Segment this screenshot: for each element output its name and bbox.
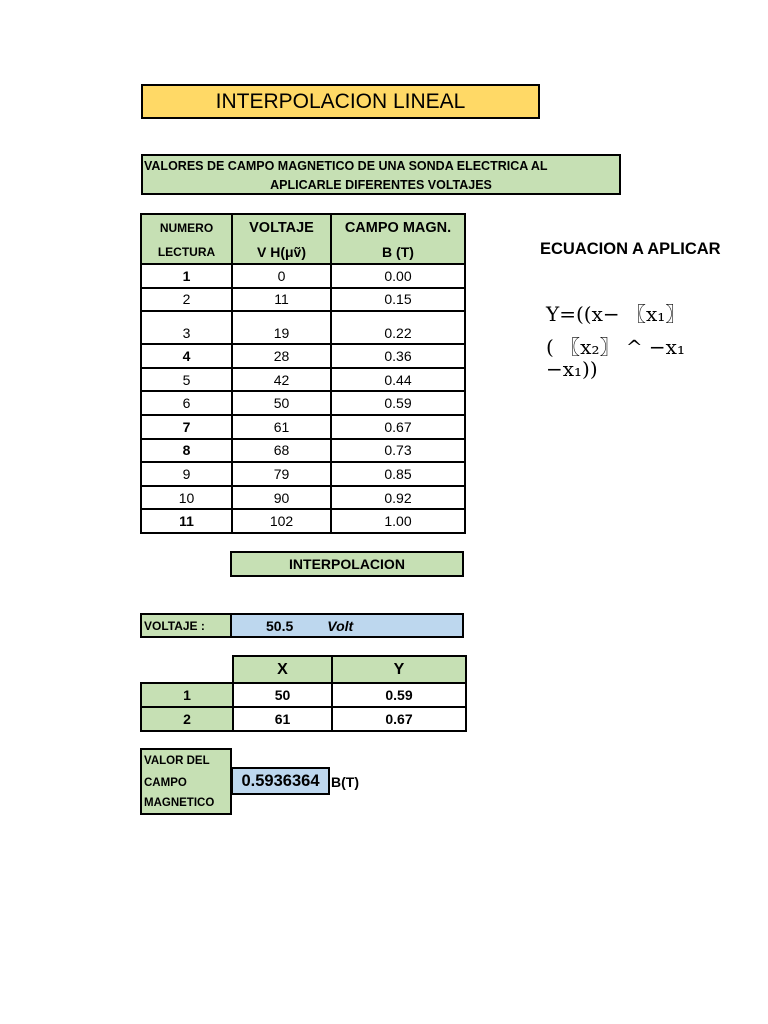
voltage-input-cell[interactable] — [230, 613, 464, 638]
reading-number: 8 — [141, 439, 232, 463]
field-label-line-1: VALOR DEL — [144, 755, 210, 767]
voltage-cell: 68 — [232, 439, 331, 463]
reading-number: 5 — [141, 368, 232, 392]
table-row — [141, 368, 465, 392]
table-row — [141, 707, 466, 731]
reading-number: 3 — [141, 311, 232, 344]
field-cell: 0.85 — [331, 462, 465, 486]
field-cell: 0.44 — [331, 368, 465, 392]
table-header-row — [141, 656, 466, 683]
header-voltaje: VOLTAJE — [232, 214, 331, 240]
equation-area — [540, 0, 768, 1024]
field-label-line-3: MAGNETICO — [144, 797, 215, 809]
sheet-title: INTERPOLACION LINEAL — [141, 84, 540, 119]
description-line-1: VALORES DE CAMPO MAGNETICO DE UNA SONDA ELECTRICA AL — [144, 159, 548, 173]
point-index: 1 — [141, 683, 233, 707]
reading-number: 6 — [141, 391, 232, 415]
header-lectura: LECTURA — [141, 240, 232, 264]
voltage-label: VOLTAJE : — [140, 613, 232, 638]
voltage-cell: 50 — [232, 391, 331, 415]
interpolation-points-table — [140, 655, 467, 732]
equation-line-3: −x₁)) — [546, 357, 598, 381]
field-result-label — [140, 748, 232, 815]
table-row — [141, 462, 465, 486]
table-row — [141, 344, 465, 368]
description-line-2: APLICARLE DIFERENTES VOLTAJES — [270, 178, 492, 192]
voltage-unit: Volt — [327, 617, 354, 634]
voltage-cell: 19 — [232, 311, 331, 344]
field-cell: 0.00 — [331, 264, 465, 288]
table-row — [141, 486, 465, 510]
table-row — [141, 439, 465, 463]
field-cell: 0.15 — [331, 288, 465, 312]
field-cell: 0.73 — [331, 439, 465, 463]
voltage-value: 50.5 — [266, 617, 294, 634]
point-index: 2 — [141, 707, 233, 731]
header-field-unit: B (T) — [331, 240, 465, 264]
voltage-cell: 0 — [232, 264, 331, 288]
header-voltage-unit: V H(μṽ) — [232, 240, 331, 264]
reading-number: 10 — [141, 486, 232, 510]
field-cell: 0.22 — [331, 311, 465, 344]
interpolation-header: INTERPOLACION — [230, 551, 464, 577]
x-cell: 50 — [233, 683, 332, 707]
readings-table — [140, 213, 466, 534]
table-row — [141, 311, 465, 344]
table-header-row — [141, 240, 465, 264]
voltage-cell: 11 — [232, 288, 331, 312]
reading-number: 1 — [141, 264, 232, 288]
table-row — [141, 509, 465, 533]
field-cell: 0.36 — [331, 344, 465, 368]
x-cell: 61 — [233, 707, 332, 731]
table-row — [141, 683, 466, 707]
field-cell: 0.59 — [331, 391, 465, 415]
reading-number: 4 — [141, 344, 232, 368]
equation-clip — [540, 0, 696, 1024]
field-cell: 1.00 — [331, 509, 465, 533]
reading-number: 9 — [141, 462, 232, 486]
table-row — [141, 264, 465, 288]
field-cell: 0.92 — [331, 486, 465, 510]
voltage-cell: 28 — [232, 344, 331, 368]
reading-number: 2 — [141, 288, 232, 312]
voltage-cell: 42 — [232, 368, 331, 392]
voltage-cell: 61 — [232, 415, 331, 439]
voltage-cell: 79 — [232, 462, 331, 486]
table-row — [141, 391, 465, 415]
field-result-value[interactable]: 0.5936364 — [231, 767, 330, 795]
y-cell: 0.59 — [332, 683, 466, 707]
field-label-line-2: CAMPO — [144, 777, 187, 789]
voltage-cell: 102 — [232, 509, 331, 533]
equation-line-1: Y=((x− 〖x₁〗 — [546, 302, 686, 326]
field-cell: 0.67 — [331, 415, 465, 439]
reading-number: 11 — [141, 509, 232, 533]
header-x: X — [233, 656, 332, 683]
table-row — [141, 288, 465, 312]
header-numero: NUMERO — [141, 214, 232, 240]
reading-number: 7 — [141, 415, 232, 439]
table-row — [141, 415, 465, 439]
voltage-cell: 90 — [232, 486, 331, 510]
equation-heading: ECUACION A APLICAR — [540, 240, 721, 258]
header-y: Y — [332, 656, 466, 683]
header-campo: CAMPO MAGN. — [331, 214, 465, 240]
y-cell: 0.67 — [332, 707, 466, 731]
blank-cell — [141, 656, 233, 683]
table-header-row — [141, 214, 465, 240]
equation-line-2: ( 〖x₂〗 ^ −x₁ — [546, 335, 685, 359]
field-result-unit: B(T) — [331, 774, 359, 790]
